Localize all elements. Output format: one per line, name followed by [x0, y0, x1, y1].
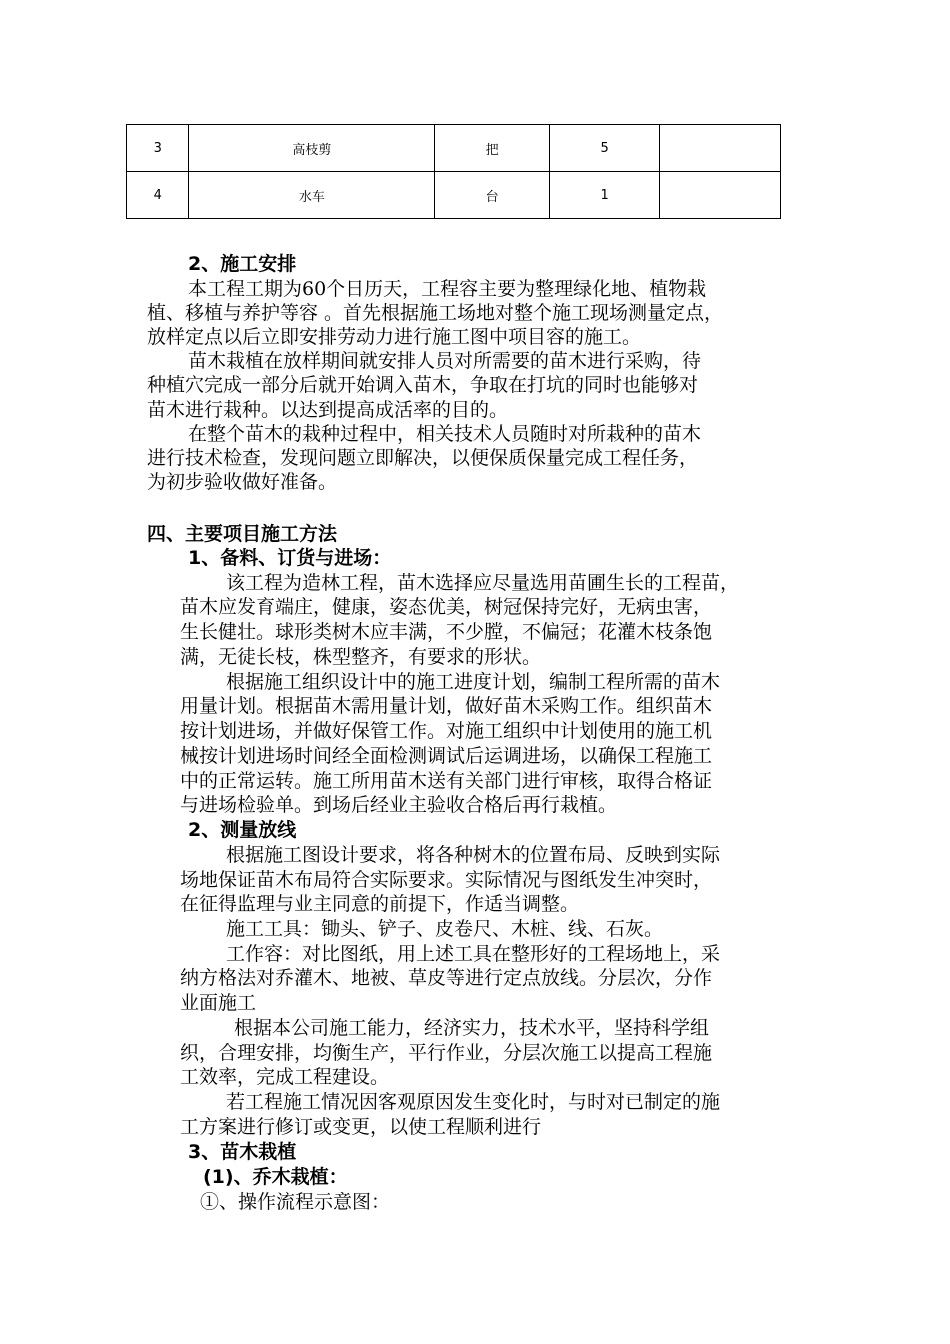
paragraph-line: 工效率，完成工程建设。 — [180, 1066, 390, 1088]
paragraph-line: 中的正常运转。施工所用苗木送有关部门进行审核，取得合格证 — [180, 770, 713, 792]
paragraph-line: 施工工具：锄头、铲子、皮卷尺、木桩、线、石灰。 — [226, 918, 664, 940]
paragraph-line: 种植穴完成一部分后就开始调入苗木，争取在打坑的同时也能够对 — [147, 374, 699, 396]
tools-table — [126, 124, 781, 219]
paragraph-line: 在整个苗木的栽种过程中，相关技术人员随时对所栽种的苗木 — [188, 423, 702, 445]
paragraph-line: 业面施工 — [180, 992, 257, 1014]
paragraph-line: ①、操作流程示意图： — [200, 1191, 391, 1213]
paragraph-line: 在征得监理与业主同意的前提下，作适当调整。 — [180, 893, 580, 915]
quantity-cell: 1 — [550, 172, 660, 219]
paragraph-line: 进行技术检查，发现问题立即解决，以便保质保量完成工程任务， — [147, 447, 699, 469]
remark-cell — [660, 172, 781, 219]
section-heading: 3、苗木栽植 — [188, 1141, 297, 1163]
paragraph-line: 苗木进行栽种。以达到提高成活率的目的。 — [147, 399, 509, 421]
paragraph-line: 用量计划。根据苗木需用量计划，做好苗木采购工作。组织苗木 — [180, 695, 713, 717]
paragraph-line: 根据施工图设计要求，将各种树木的位置布局、反映到实际 — [226, 844, 721, 866]
paragraph-line: 该工程为造林工程，苗木选择应尽量选用苗圃生长的工程苗， — [226, 572, 740, 594]
paragraph-line: 织，合理安排，均衡生产，平行作业，分层次施工以提高工程施 — [180, 1042, 713, 1064]
paragraph-line: 工作容：对比图纸，用上述工具在整形好的工程场地上，采 — [226, 943, 721, 965]
paragraph-line: 为初步验收做好准备。 — [147, 471, 338, 493]
paragraph-line: 根据施工组织设计中的施工进度计划，编制工程所需的苗木 — [226, 671, 721, 693]
paragraph-line: 工方案进行修订或变更，以使工程顺利进行 — [180, 1116, 542, 1138]
row-number-cell: 3 — [127, 125, 189, 172]
paragraph-line: 生长健壮。球形类树木应丰满，不少膛，不偏冠；花灌木枝条饱 — [180, 621, 713, 643]
paragraph-line: 与进场检验单。到场后经业主验收合格后再行栽植。 — [180, 794, 618, 816]
paragraph-line: 苗木应发育端庄，健康，姿态优美，树冠保持完好，无病虫害， — [180, 596, 713, 618]
section-heading: 四、主要项目施工方法 — [147, 523, 338, 545]
unit-cell: 把 — [435, 125, 550, 172]
section-heading: 1、备料、订货与进场： — [188, 547, 392, 569]
paragraph-line: 纳方格法对乔灌木、地被、草皮等进行定点放线。分层次，分作 — [180, 967, 713, 989]
paragraph-line: 苗木栽植在放样期间就安排人员对所需要的苗木进行采购，待 — [188, 350, 702, 372]
paragraph-line: 本工程工期为60个日历天，工程容主要为整理绿化地、植物栽 — [188, 278, 707, 300]
tool-name-cell: 高枝剪 — [189, 125, 435, 172]
paragraph-line: 放样定点以后立即安排劳动力进行施工图中项目容的施工。 — [147, 326, 642, 348]
paragraph-line: 根据本公司施工能力，经济实力，技术水平，坚持科学组 — [234, 1017, 710, 1039]
paragraph-line: 满，无徒长枝，株型整齐，有要求的形状。 — [180, 646, 542, 668]
section-heading: 2、施工安排 — [188, 253, 297, 275]
paragraph-line: 若工程施工情况因客观原因发生变化时，与时对已制定的施 — [226, 1091, 721, 1113]
table-row — [127, 172, 781, 219]
paragraph-line: 按计划进场，并做好保管工作。对施工组织中计划使用的施工机 — [180, 720, 713, 742]
table-row — [127, 125, 781, 172]
section-heading: (1)、乔木栽植： — [203, 1166, 348, 1188]
section-heading: 2、测量放线 — [188, 819, 297, 841]
row-number-cell: 4 — [127, 172, 189, 219]
quantity-cell: 5 — [550, 125, 660, 172]
paragraph-line: 植、移植与养护等容 。首先根据施工场地对整个施工现场测量定点， — [147, 302, 724, 324]
paragraph-line: 场地保证苗木布局符合实际要求。实际情况与图纸发生冲突时， — [180, 869, 713, 891]
remark-cell — [660, 125, 781, 172]
unit-cell: 台 — [435, 172, 550, 219]
paragraph-line: 械按计划进场时间经全面检测调试后运调进场，以确保工程施工 — [180, 745, 713, 767]
tool-name-cell: 水车 — [189, 172, 435, 219]
